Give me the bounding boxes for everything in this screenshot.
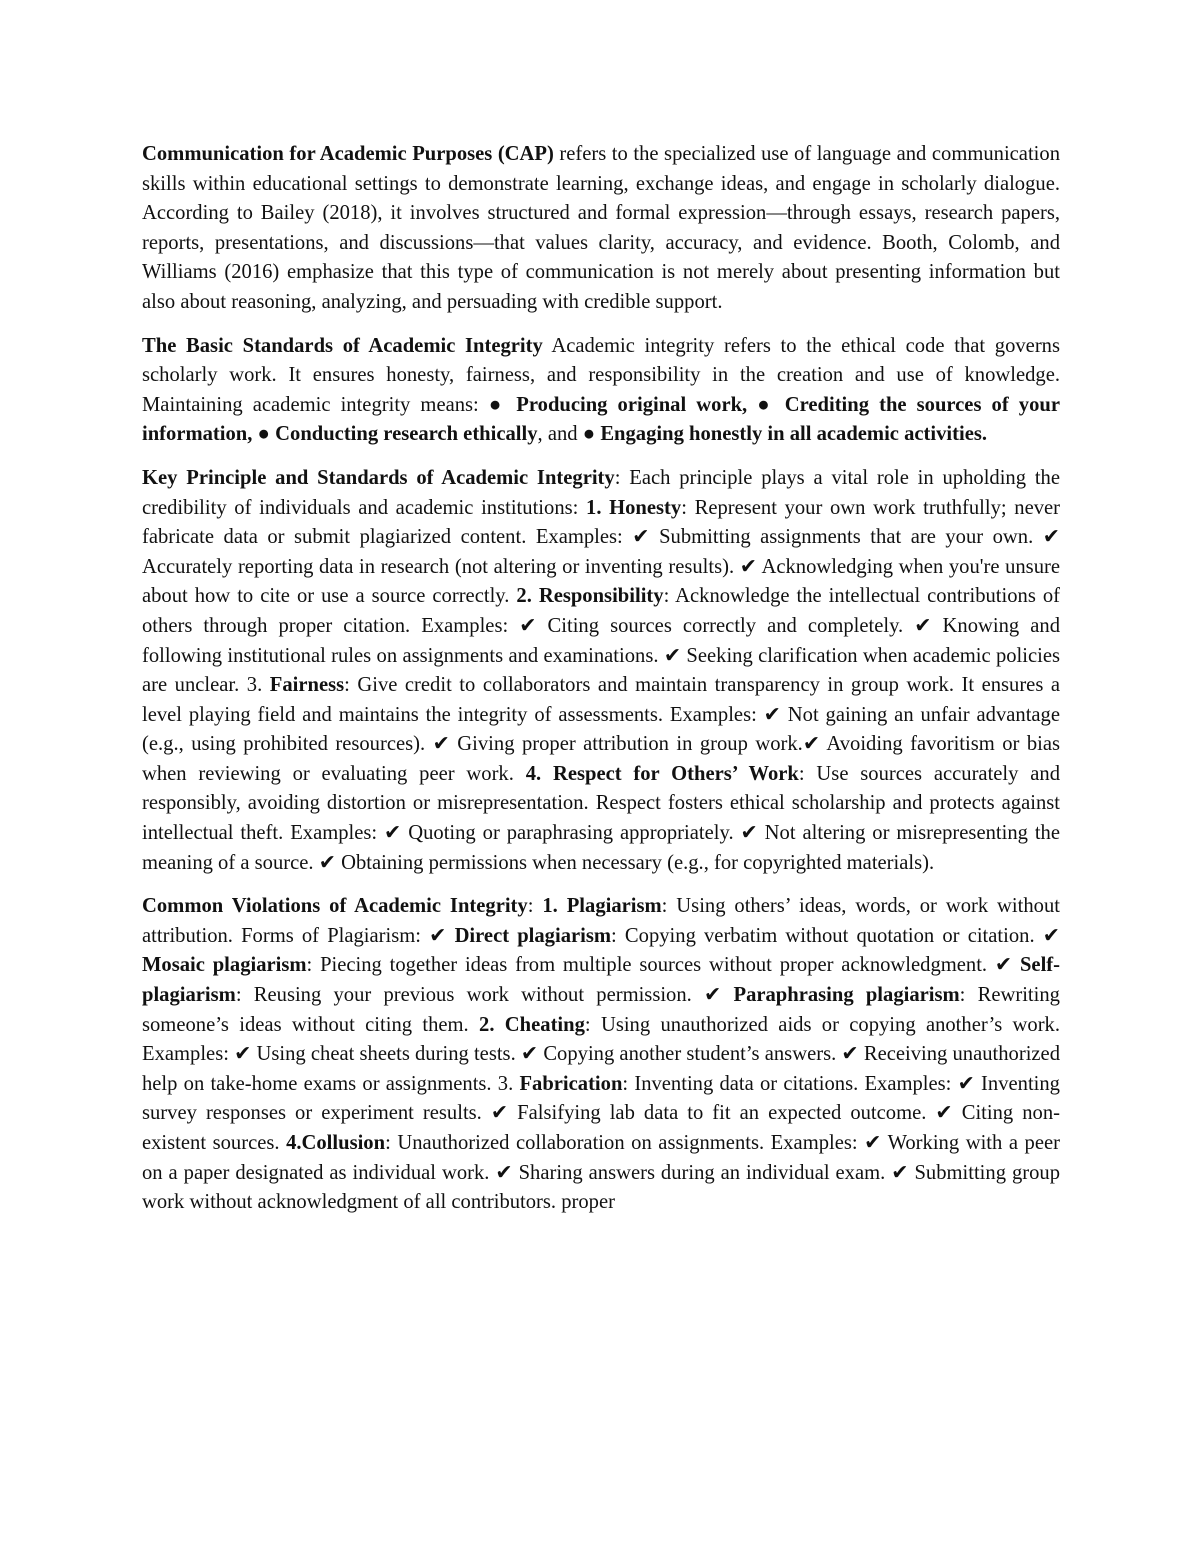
bold-segment: Engaging honestly in all academic activities. xyxy=(600,423,988,446)
bold-segment: 1. Honesty xyxy=(586,496,682,519)
text-segment: , and ● xyxy=(537,423,601,446)
bold-segment: 4. Respect for Others’ Work xyxy=(525,762,799,785)
bold-segment: Producing original work, xyxy=(516,393,748,416)
bold-segment: 2. Cheating xyxy=(479,1013,585,1036)
text-segment: : Inventing data or citations. Examples: ✔ Inventing survey responses or experiment results. ✔ Falsifying lab data to fit an expected outcome. ✔ Citing non-existent sources. xyxy=(142,1072,1060,1154)
text-segment: : Represent your own work truthfully; never fabricate data or submit plagiarized content. Examples: ✔ Submitting assignments that are your own. ✔ Accurately reporting data in research (not altering or inventing results). ✔ Acknowledging when you're unsure about how to cite or use a source correctly. xyxy=(142,496,1060,608)
bold-segment: Self-plagiarism xyxy=(142,954,1060,1007)
text-segment: : Using others’ ideas, words, or work without attribution. Forms of Plagiarism: ✔ xyxy=(142,895,1060,947)
paragraph-cap xyxy=(142,140,1060,318)
document-page xyxy=(142,140,1060,1232)
text-segment: : Using unauthorized aids or copying another’s work. Examples: ✔ Using cheat sheets during tests. ✔ Copying another student’s answers. ✔ Receiving unauthorized help on take-home exams or assignments. 3. xyxy=(142,1013,1060,1095)
text-segment: : Acknowledge the intellectual contributions of others through proper citation. Examples: ✔ Citing sources correctly and completely. ✔ Knowing and following institutional rules on assignments and examinations. ✔ Seeking clarification when academic policies are unclear. 3. xyxy=(142,585,1060,697)
bold-segment: Conducting research ethically xyxy=(275,423,538,446)
text-segment: : xyxy=(527,895,543,918)
bold-segment: 2. Responsibility xyxy=(516,585,664,608)
text-segment: ● xyxy=(747,393,785,416)
bold-segment: Mosaic plagiarism xyxy=(142,954,307,977)
text-segment: Academic integrity refers to the ethical code that governs scholarly work. It ensures honesty, fairness, and responsibility in the creation and use of knowledge. Maintaining academic integrity means: ● xyxy=(142,334,1060,416)
term-cap: Communication for Academic Purposes (CAP) xyxy=(142,143,554,165)
text-segment: refers to the specialized use of language and communication skills within educational settings to demonstrate learning, exchange ideas, and engage in scholarly dialogue. According to Bailey (2018), it involves structured and formal expression—through essays, research papers, reports, presentations, and discussions—that values clarity, accuracy, and evidence. Booth, Colomb, and Williams (2016) emphasize that this type of communication is not merely about presenting information but also about reasoning, analyzing, and persuading with credible support. xyxy=(142,143,1060,313)
text-segment: : Copying verbatim without quotation or citation. ✔ xyxy=(611,924,1061,947)
text-segment: : Piecing together ideas from multiple sources without proper acknowledgment. ✔ xyxy=(306,954,1020,977)
text-segment: : Each principle plays a vital role in upholding the credibility of individuals and academic institutions: xyxy=(142,466,1060,519)
bold-segment: Paraphrasing plagiarism xyxy=(733,984,960,1007)
bold-segment: 4.Collusion xyxy=(286,1132,386,1154)
text-segment: : Reusing your previous work without permission. ✔ xyxy=(235,984,734,1007)
bold-segment: Direct plagiarism xyxy=(454,924,612,947)
text-segment: : Give credit to collaborators and maintain transparency in group work. It ensures a level playing field and maintains the integrity of assessments. Examples: ✔ Not gaining an unfair advantage (e.g., using prohibited resources). ✔ Giving proper attribution in group work.✔ Avoiding favoritism or bias when reviewing or evaluating peer work. xyxy=(142,674,1060,785)
text-segment: : Rewriting someone’s ideas without citing them. xyxy=(142,984,1060,1036)
paragraph-violations xyxy=(142,892,1060,1218)
bold-segment: Fabrication xyxy=(519,1072,623,1095)
bold-segment: 1. Plagiarism xyxy=(542,895,662,918)
heading-basic-standards: The Basic Standards of Academic Integrity xyxy=(142,334,543,357)
paragraph-basic-standards xyxy=(142,332,1060,450)
paragraph-key-principles xyxy=(142,464,1060,878)
bold-segment: Fairness xyxy=(269,674,345,697)
text-segment: ● xyxy=(252,423,276,446)
text-segment: : Unauthorized collaboration on assignments. Examples: ✔ Working with a peer on a paper designated as individual work. ✔ Sharing answers during an individual exam. ✔ Submitting group work without acknowledgment of all contributors. proper xyxy=(142,1132,1060,1214)
heading-key-principles: Key Principle and Standards of Academic Integrity xyxy=(142,466,615,489)
bold-segment: Crediting the sources of your information, xyxy=(142,393,1060,446)
heading-violations: Common Violations of Academic Integrity xyxy=(142,895,528,918)
text-segment: : Use sources accurately and responsibly, avoiding distortion or misrepresentation. Respect fosters ethical scholarship and protects against intellectual theft. Examples: ✔ Quoting or paraphrasing appropriately. ✔ Not altering or misrepresenting the meaning of a source. ✔ Obtaining permissions when necessary (e.g., for copyrighted materials). xyxy=(142,762,1060,874)
